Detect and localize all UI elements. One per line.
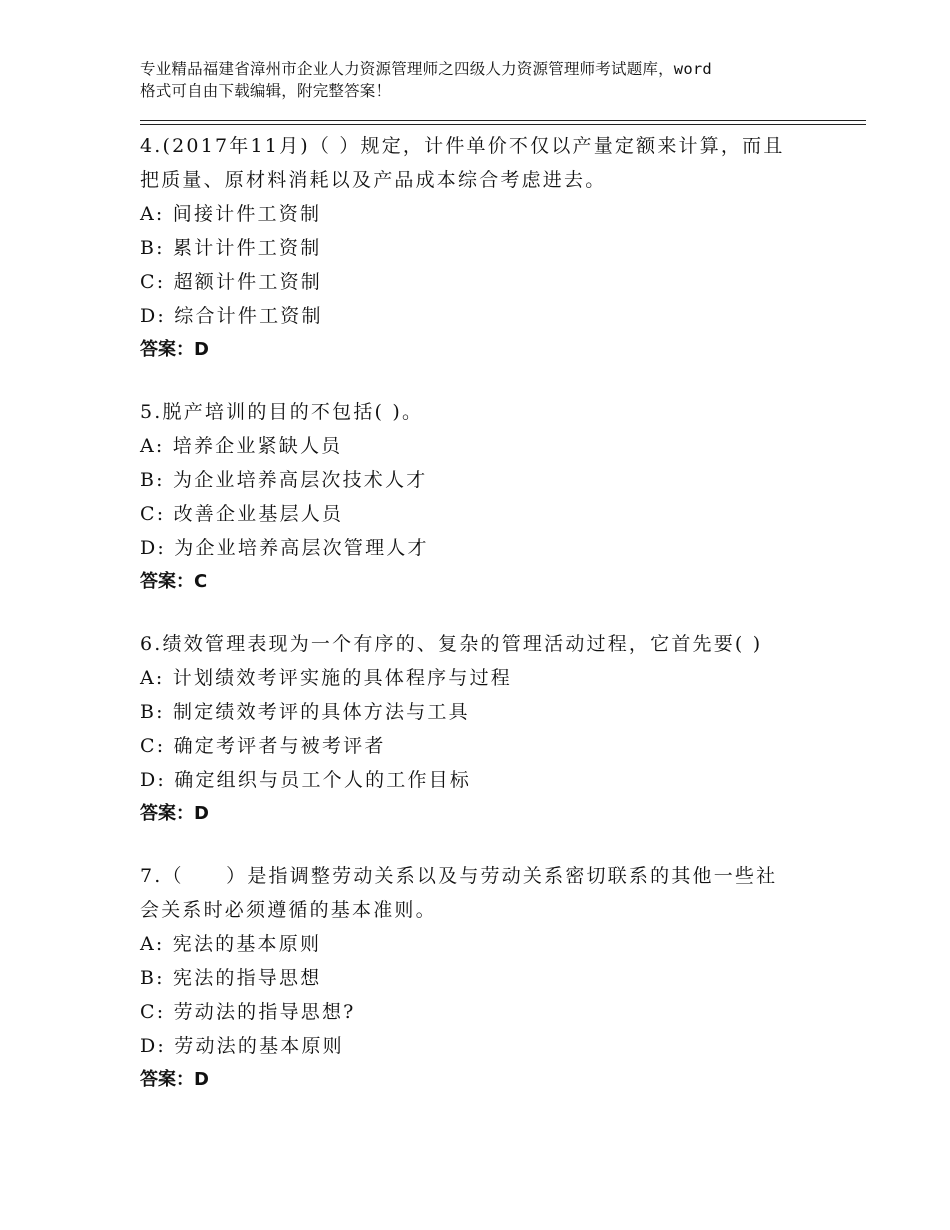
- question-5: [140, 395, 820, 599]
- answer-label: 答案：D: [140, 1069, 209, 1090]
- option-a: A: 间接计件工资制: [140, 203, 322, 225]
- answer-label: 答案：D: [140, 803, 209, 824]
- option-a: A: 宪法的基本原则: [140, 933, 322, 955]
- option-b: B: 为企业培养高层次技术人才: [140, 469, 428, 491]
- option-a: A: 培养企业紧缺人员: [140, 435, 343, 457]
- option-c: C: 确定考评者与被考评者: [140, 735, 386, 757]
- question-stem: 6.绩效管理表现为一个有序的、复杂的管理活动过程，它首先要( ): [140, 633, 763, 655]
- document-header: [140, 58, 860, 102]
- question-4: [140, 129, 820, 367]
- option-d: D: 确定组织与员工个人的工作目标: [140, 769, 472, 791]
- answer-label: 答案：D: [140, 339, 209, 360]
- question-7: [140, 859, 820, 1097]
- option-d: D: 为企业培养高层次管理人才: [140, 537, 429, 559]
- option-d: D: 综合计件工资制: [140, 305, 323, 327]
- question-stem-continued: 会关系时必须遵循的基本准则。: [140, 899, 437, 921]
- option-b: B: 宪法的指导思想: [140, 967, 322, 989]
- question-list: [140, 129, 820, 1125]
- header-divider: [140, 120, 866, 125]
- option-c: C: 超额计件工资制: [140, 271, 322, 293]
- option-c: C: 改善企业基层人员: [140, 503, 344, 525]
- question-6: [140, 627, 820, 831]
- answer-label: 答案：C: [140, 571, 208, 592]
- header-line-2: 格式可自由下载编辑，附完整答案！: [140, 82, 392, 100]
- option-b: B: 累计计件工资制: [140, 237, 322, 259]
- option-d: D: 劳动法的基本原则: [140, 1035, 344, 1057]
- option-c: C: 劳动法的指导思想?: [140, 1001, 356, 1023]
- header-line-1: 专业精品福建省漳州市企业人力资源管理师之四级人力资源管理师考试题库，word: [140, 60, 712, 78]
- question-stem: 5.脱产培训的目的不包括( )。: [140, 401, 424, 423]
- option-b: B: 制定绩效考评的具体方法与工具: [140, 701, 470, 723]
- question-stem: 7.（ ）是指调整劳动关系以及与劳动关系密切联系的其他一些社: [140, 865, 778, 887]
- question-stem: 4.(2017年11月)（ ）规定，计件单价不仅以产量定额来计算，而且: [140, 135, 785, 157]
- option-a: A: 计划绩效考评实施的具体程序与过程: [140, 667, 512, 689]
- question-stem-continued: 把质量、原材料消耗以及产品成本综合考虑进去。: [140, 169, 607, 191]
